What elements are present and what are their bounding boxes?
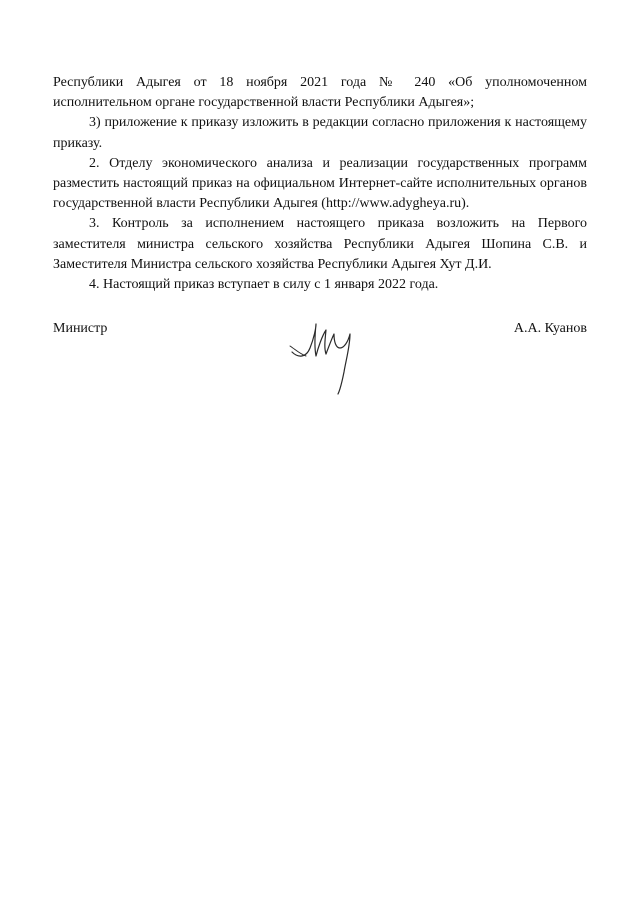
paragraph-continuation: Республики Адыгея от 18 ноября 2021 года № 240 «Об уполномоченном исполнительном органе государственной власти Республики Адыгея»;	[53, 75, 587, 111]
handwritten-signature	[286, 316, 366, 396]
paragraph-item-3: 3) приложение к приказу изложить в редакции согласно приложения к настоящему приказу.	[53, 115, 587, 151]
signatory-title: Министр	[53, 321, 108, 336]
paragraph-item-3-control: 3. Контроль за исполнением настоящего приказа возложить на Первого заместителя министра сельского хозяйства Республики Адыгея Шопина С.В. и Заместителя Министра сельского хозяйства Республики Адыгея Хут Д.И.	[53, 216, 587, 272]
signatory-name: А.А. Куанов	[513, 321, 587, 336]
document-body	[53, 73, 587, 295]
paragraph-item-2: 2. Отделу экономического анализа и реализации государственных программ разместить настоящий приказ на официальном Интернет-сайте исполнительных органов государственной власти Республики Адыгея (http://www.adygheya.ru).	[53, 155, 587, 212]
paragraph-item-4: 4. Настоящий приказ вступает в силу с 1 января 2022 года.	[89, 277, 439, 293]
